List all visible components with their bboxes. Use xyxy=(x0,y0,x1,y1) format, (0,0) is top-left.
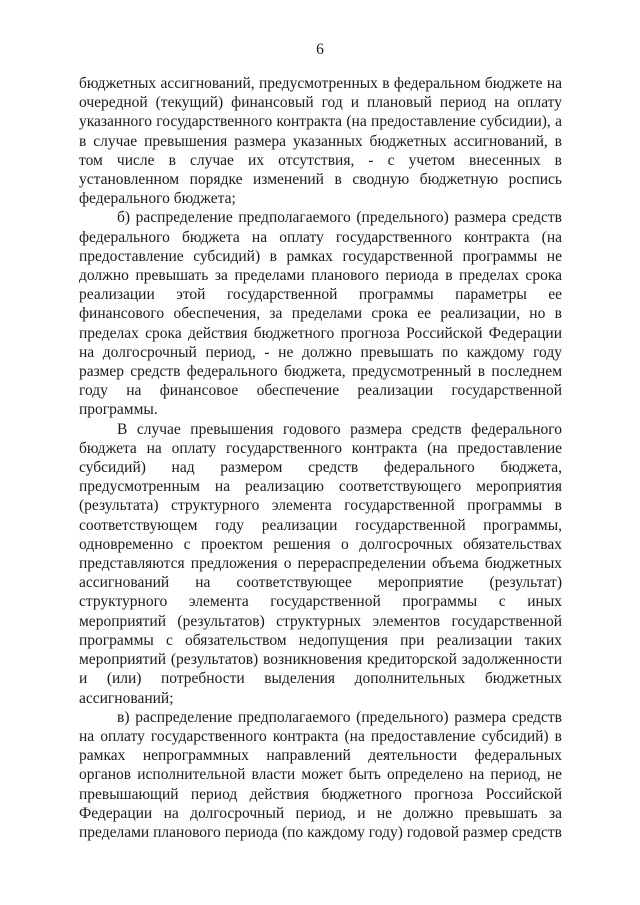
paragraph-item-v: в) распределение предполагаемого (предельного) размера средств на оплату государственного контракта (на предоставление субсидий) в рамках непрограммных направлений деятельности федеральных органов исполнительной власти может быть определено на период, не превышающий период действия бюджетного прогноза Российской Федерации на долгосрочный период, и не должно превышать за пределами планового периода (по каждому году) годовой размер средств xyxy=(79,708,562,841)
document-body xyxy=(79,74,562,842)
page-number: 6 xyxy=(316,41,324,58)
paragraph-item-b: б) распределение предполагаемого (предельного) размера средств федерального бюджета на оплату государственного контракта (на предоставление субсидий) в рамках государственной программы не должно превышать за пределами планового периода в пределах срока реализации этой государственной программы параметры ее финансового обеспечения, за пределами срока ее реализации, но в пределах срока действия бюджетного прогноза Российской Федерации на долгосрочный период, - не должно превышать по каждому году размер средств федерального бюджета, предусмотренный в последнем году на финансовое обеспечение реализации государственной программы. xyxy=(79,209,562,419)
paragraph-excess-case: В случае превышения годового размера средств федерального бюджета на оплату государственного контракта (на предоставление субсидий) над размером средств федерального бюджета, предусмотренным на реализацию соответствующего мероприятия (результата) структурного элемента государственной программы в соответствующем году реализации государственной программы, одновременно с проектом решения о долгосрочных обязательствах представляются предложения о перераспределении объема бюджетных ассигнований на соответствующее мероприятие (результат) структурного элемента государственной программы с иных мероприятий (результатов) структурных элементов государственной программы с обязательством недопущения при реализации таких мероприятий (результатов) возникновения кредиторской задолженности и (или) потребности выделения дополнительных бюджетных ассигнований; xyxy=(79,420,562,707)
paragraph-continuation: бюджетных ассигнований, предусмотренных в федеральном бюджете на очередной (текущий) финансовый год и плановый период на оплату указанного государственного контракта (на предоставление субсидии), а в случае превышения размера указанных бюджетных ассигнований, в том числе в случае их отсутствия, - с учетом внесенных в установленном порядке изменений в сводную бюджетную роспись федерального бюджета; xyxy=(79,75,562,208)
